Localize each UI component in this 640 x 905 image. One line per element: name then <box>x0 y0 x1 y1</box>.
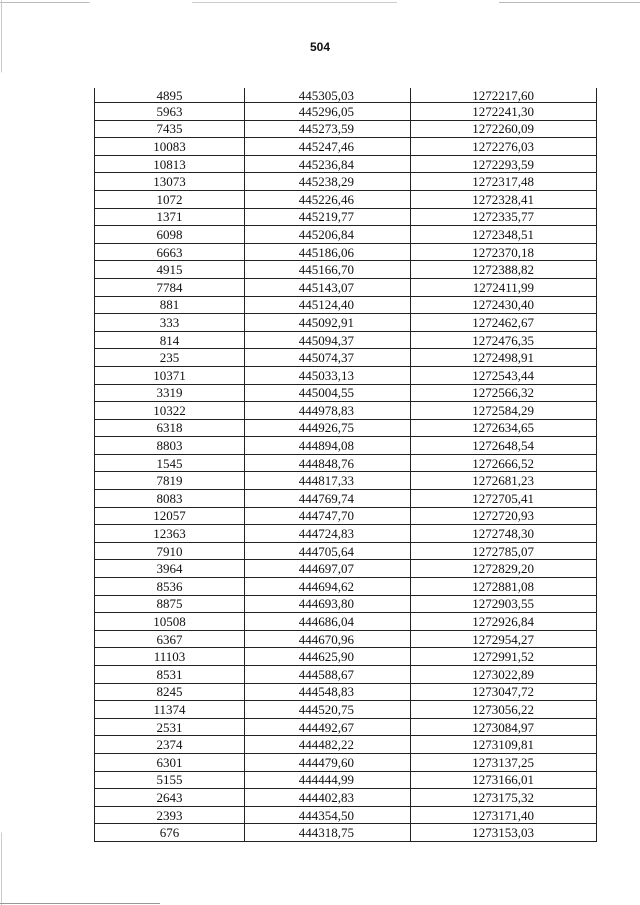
table-row <box>95 261 597 279</box>
y-coordinate-cell: 1272543,44 <box>411 366 597 384</box>
y-coordinate-cell: 1273175,32 <box>411 789 597 807</box>
point-number-cell: 2393 <box>95 806 245 824</box>
x-coordinate-cell: 444747,70 <box>245 507 411 525</box>
point-number-cell: 12363 <box>95 525 245 543</box>
y-coordinate-cell: 1273171,40 <box>411 806 597 824</box>
point-number-cell: 10371 <box>95 366 245 384</box>
x-coordinate-cell: 444548,83 <box>245 683 411 701</box>
x-coordinate-cell: 445273,59 <box>245 120 411 138</box>
table-row <box>95 806 597 824</box>
table-row <box>95 138 597 156</box>
table-row <box>95 314 597 332</box>
scan-edge-bottom <box>0 903 640 904</box>
point-number-cell: 8245 <box>95 683 245 701</box>
y-coordinate-cell: 1272748,30 <box>411 525 597 543</box>
y-coordinate-cell: 1272430,40 <box>411 296 597 314</box>
x-coordinate-cell: 444926,75 <box>245 419 411 437</box>
point-number-cell: 11374 <box>95 701 245 719</box>
point-number-cell: 8531 <box>95 666 245 684</box>
y-coordinate-cell: 1272829,20 <box>411 560 597 578</box>
x-coordinate-cell: 445247,46 <box>245 138 411 156</box>
y-coordinate-cell: 1272954,27 <box>411 630 597 648</box>
y-coordinate-cell: 1272317,48 <box>411 173 597 191</box>
point-number-cell: 235 <box>95 349 245 367</box>
x-coordinate-cell: 445166,70 <box>245 261 411 279</box>
y-coordinate-cell: 1273056,22 <box>411 701 597 719</box>
x-coordinate-cell: 444354,50 <box>245 806 411 824</box>
x-coordinate-cell: 445219,77 <box>245 208 411 226</box>
x-coordinate-cell: 445094,37 <box>245 331 411 349</box>
x-coordinate-cell: 445236,84 <box>245 155 411 173</box>
x-coordinate-cell: 444444,99 <box>245 771 411 789</box>
y-coordinate-cell: 1272666,52 <box>411 454 597 472</box>
table-row <box>95 349 597 367</box>
y-coordinate-cell: 1272348,51 <box>411 226 597 244</box>
table-row <box>95 190 597 208</box>
x-coordinate-cell: 444693,80 <box>245 595 411 613</box>
table-row <box>95 595 597 613</box>
point-number-cell: 10813 <box>95 155 245 173</box>
table-row <box>95 296 597 314</box>
table-row <box>95 542 597 560</box>
table-row <box>95 208 597 226</box>
y-coordinate-cell: 1272991,52 <box>411 648 597 666</box>
x-coordinate-cell: 444769,74 <box>245 490 411 508</box>
y-coordinate-cell: 1272462,67 <box>411 314 597 332</box>
point-number-cell: 7819 <box>95 472 245 490</box>
point-number-cell: 11103 <box>95 648 245 666</box>
y-coordinate-cell: 1272648,54 <box>411 437 597 455</box>
table-row <box>95 525 597 543</box>
table-row <box>95 226 597 244</box>
table-row <box>95 507 597 525</box>
table-row <box>95 718 597 736</box>
point-number-cell: 1371 <box>95 208 245 226</box>
x-coordinate-cell: 445092,91 <box>245 314 411 332</box>
y-coordinate-cell: 1272903,55 <box>411 595 597 613</box>
table-row <box>95 736 597 754</box>
point-number-cell: 2643 <box>95 789 245 807</box>
point-number-cell: 10083 <box>95 138 245 156</box>
table-row <box>95 437 597 455</box>
x-coordinate-cell: 445238,29 <box>245 173 411 191</box>
y-coordinate-cell: 1273022,89 <box>411 666 597 684</box>
x-coordinate-cell: 445074,37 <box>245 349 411 367</box>
x-coordinate-cell: 445296,05 <box>245 103 411 121</box>
x-coordinate-cell: 445143,07 <box>245 278 411 296</box>
point-number-cell: 1545 <box>95 454 245 472</box>
table-row <box>95 789 597 807</box>
x-coordinate-cell: 445226,46 <box>245 190 411 208</box>
x-coordinate-cell: 444694,62 <box>245 578 411 596</box>
table-row <box>95 578 597 596</box>
table-row <box>95 366 597 384</box>
table-row <box>95 243 597 261</box>
point-number-cell: 676 <box>95 824 245 842</box>
table-row <box>95 402 597 420</box>
y-coordinate-cell: 1272388,82 <box>411 261 597 279</box>
point-number-cell: 10508 <box>95 613 245 631</box>
x-coordinate-cell: 444894,08 <box>245 437 411 455</box>
x-coordinate-cell: 445186,06 <box>245 243 411 261</box>
y-coordinate-cell: 1272634,65 <box>411 419 597 437</box>
x-coordinate-cell: 444402,83 <box>245 789 411 807</box>
coordinates-table-body <box>95 88 597 841</box>
point-number-cell: 6098 <box>95 226 245 244</box>
table-row <box>95 753 597 771</box>
point-number-cell: 10322 <box>95 402 245 420</box>
y-coordinate-cell: 1272705,41 <box>411 490 597 508</box>
table-row <box>95 384 597 402</box>
point-number-cell: 7910 <box>95 542 245 560</box>
x-coordinate-cell: 445033,13 <box>245 366 411 384</box>
point-number-cell: 1072 <box>95 190 245 208</box>
x-coordinate-cell: 445124,40 <box>245 296 411 314</box>
point-number-cell: 6663 <box>95 243 245 261</box>
y-coordinate-cell: 1272498,91 <box>411 349 597 367</box>
table-row <box>95 490 597 508</box>
point-number-cell: 13073 <box>95 173 245 191</box>
point-number-cell: 12057 <box>95 507 245 525</box>
y-coordinate-cell: 1273084,97 <box>411 718 597 736</box>
y-coordinate-cell: 1273047,72 <box>411 683 597 701</box>
y-coordinate-cell: 1272293,59 <box>411 155 597 173</box>
point-number-cell: 333 <box>95 314 245 332</box>
y-coordinate-cell: 1273109,81 <box>411 736 597 754</box>
table-row <box>95 701 597 719</box>
scan-edge-left <box>1 0 2 905</box>
table-row <box>95 771 597 789</box>
y-coordinate-cell: 1272476,35 <box>411 331 597 349</box>
table-row <box>95 278 597 296</box>
x-coordinate-cell: 444625,90 <box>245 648 411 666</box>
y-coordinate-cell: 1272241,30 <box>411 103 597 121</box>
point-number-cell: 6318 <box>95 419 245 437</box>
x-coordinate-cell: 444588,67 <box>245 666 411 684</box>
x-coordinate-cell: 444670,96 <box>245 630 411 648</box>
x-coordinate-cell: 444318,75 <box>245 824 411 842</box>
table-row <box>95 666 597 684</box>
x-coordinate-cell: 445004,55 <box>245 384 411 402</box>
point-number-cell: 4895 <box>95 88 245 103</box>
x-coordinate-cell: 444492,67 <box>245 718 411 736</box>
y-coordinate-cell: 1272881,08 <box>411 578 597 596</box>
point-number-cell: 2374 <box>95 736 245 754</box>
point-number-cell: 814 <box>95 331 245 349</box>
y-coordinate-cell: 1272328,41 <box>411 190 597 208</box>
x-coordinate-cell: 444848,76 <box>245 454 411 472</box>
table-row <box>95 560 597 578</box>
table-row <box>95 613 597 631</box>
point-number-cell: 2531 <box>95 718 245 736</box>
y-coordinate-cell: 1273166,01 <box>411 771 597 789</box>
point-number-cell: 4915 <box>95 261 245 279</box>
y-coordinate-cell: 1272370,18 <box>411 243 597 261</box>
point-number-cell: 7435 <box>95 120 245 138</box>
point-number-cell: 5155 <box>95 771 245 789</box>
y-coordinate-cell: 1272411,99 <box>411 278 597 296</box>
point-number-cell: 8803 <box>95 437 245 455</box>
y-coordinate-cell: 1272720,93 <box>411 507 597 525</box>
table-row <box>95 824 597 842</box>
table-row <box>95 173 597 191</box>
table-row <box>95 454 597 472</box>
x-coordinate-cell: 444697,07 <box>245 560 411 578</box>
point-number-cell: 3319 <box>95 384 245 402</box>
y-coordinate-cell: 1272584,29 <box>411 402 597 420</box>
point-number-cell: 5963 <box>95 103 245 121</box>
table-row <box>95 630 597 648</box>
scan-edge-top <box>0 2 640 3</box>
coordinates-table <box>94 88 597 842</box>
point-number-cell: 7784 <box>95 278 245 296</box>
table-row <box>95 155 597 173</box>
coordinates-table-container <box>94 88 596 842</box>
y-coordinate-cell: 1272566,32 <box>411 384 597 402</box>
x-coordinate-cell: 444479,60 <box>245 753 411 771</box>
point-number-cell: 8875 <box>95 595 245 613</box>
y-coordinate-cell: 1272217,60 <box>411 88 597 103</box>
point-number-cell: 8536 <box>95 578 245 596</box>
y-coordinate-cell: 1272681,23 <box>411 472 597 490</box>
y-coordinate-cell: 1272785,07 <box>411 542 597 560</box>
table-row <box>95 331 597 349</box>
point-number-cell: 6301 <box>95 753 245 771</box>
table-row <box>95 120 597 138</box>
y-coordinate-cell: 1272335,77 <box>411 208 597 226</box>
table-row <box>95 472 597 490</box>
point-number-cell: 8083 <box>95 490 245 508</box>
table-row <box>95 419 597 437</box>
x-coordinate-cell: 445206,84 <box>245 226 411 244</box>
x-coordinate-cell: 444817,33 <box>245 472 411 490</box>
point-number-cell: 3964 <box>95 560 245 578</box>
table-row <box>95 683 597 701</box>
x-coordinate-cell: 444686,04 <box>245 613 411 631</box>
y-coordinate-cell: 1272260,09 <box>411 120 597 138</box>
x-coordinate-cell: 444520,75 <box>245 701 411 719</box>
point-number-cell: 881 <box>95 296 245 314</box>
x-coordinate-cell: 444705,64 <box>245 542 411 560</box>
x-coordinate-cell: 444724,83 <box>245 525 411 543</box>
table-row <box>95 88 597 103</box>
point-number-cell: 6367 <box>95 630 245 648</box>
table-row <box>95 648 597 666</box>
x-coordinate-cell: 444482,22 <box>245 736 411 754</box>
y-coordinate-cell: 1273137,25 <box>411 753 597 771</box>
page-number: 504 <box>309 40 331 54</box>
y-coordinate-cell: 1272276,03 <box>411 138 597 156</box>
table-row <box>95 103 597 121</box>
y-coordinate-cell: 1272926,84 <box>411 613 597 631</box>
y-coordinate-cell: 1273153,03 <box>411 824 597 842</box>
x-coordinate-cell: 444978,83 <box>245 402 411 420</box>
x-coordinate-cell: 445305,03 <box>245 88 411 103</box>
